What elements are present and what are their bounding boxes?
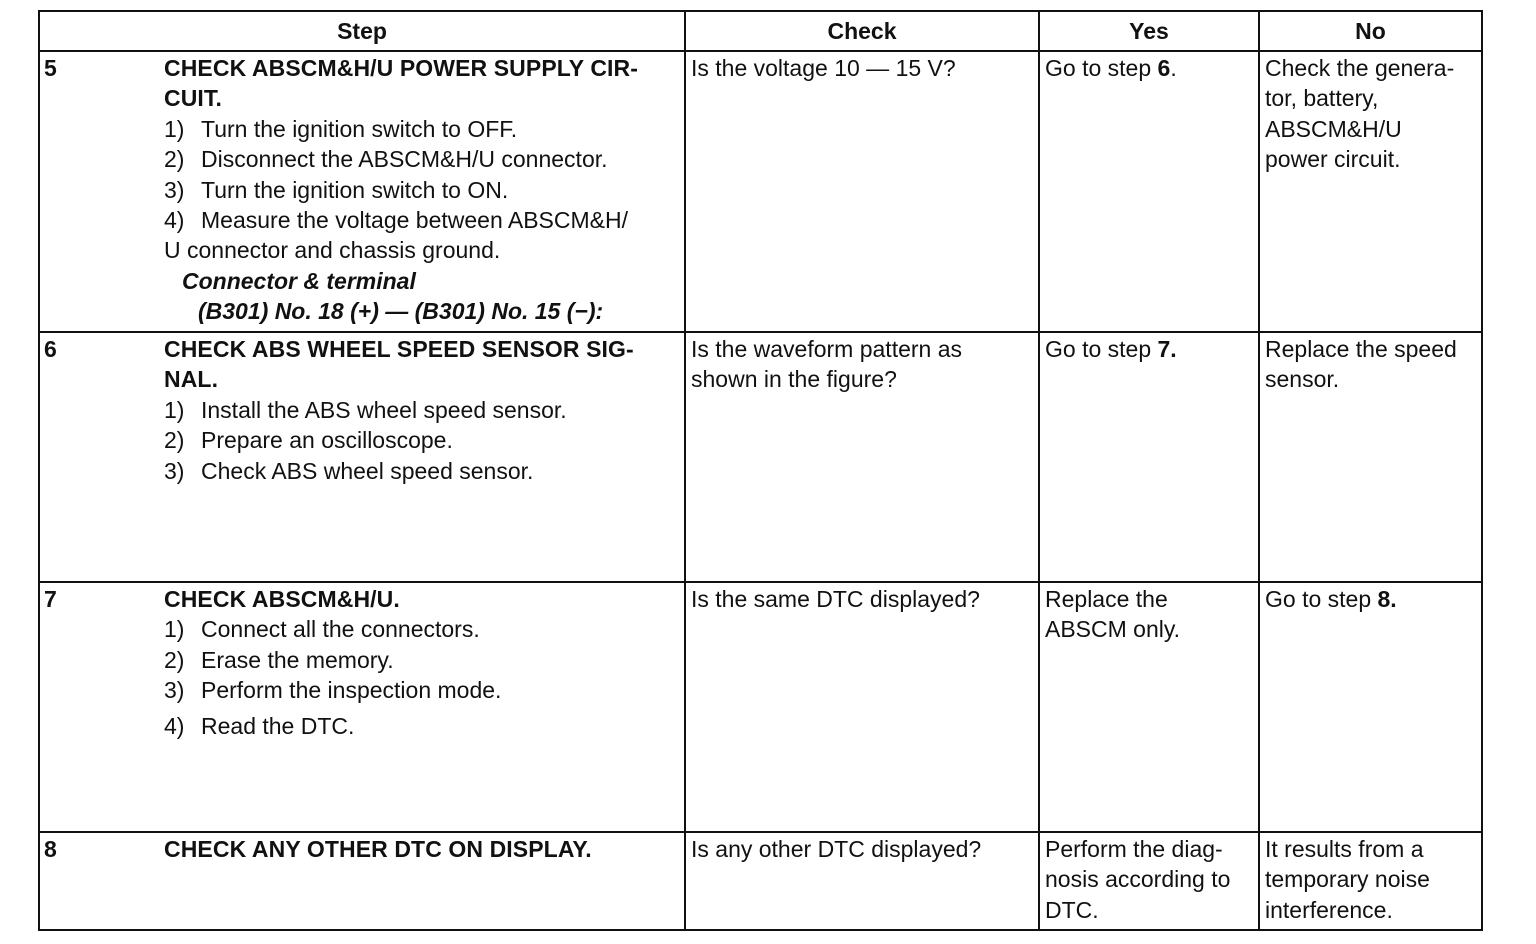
yes-line: Perform the diag-: [1045, 836, 1223, 862]
yes-text: Go to step 6.: [1045, 55, 1177, 81]
instruction-text: Measure the voltage between ABSCM&H/: [201, 207, 629, 234]
yes-step-ref: 6: [1157, 55, 1171, 81]
instruction-number: 4): [164, 207, 185, 234]
instruction-number: 3): [164, 176, 185, 203]
step-title-line: CHECK ABSCM&H/U.: [164, 586, 400, 612]
step-title: [164, 53, 680, 114]
check-text: Is the voltage 10 — 15 V?: [691, 55, 956, 81]
check-cell: [685, 51, 1039, 332]
instruction-number: 2): [164, 646, 185, 673]
table-row: [39, 332, 1482, 582]
step-cell: [39, 51, 685, 332]
instruction: [164, 114, 680, 144]
table-row: [39, 582, 1482, 832]
yes-line: nosis according to: [1045, 866, 1231, 893]
header-yes: Yes: [1039, 11, 1259, 51]
instruction-number: 2): [164, 427, 185, 454]
check-text: Is the same DTC displayed?: [691, 586, 980, 612]
instruction: [164, 711, 680, 741]
no-line: Check the genera-: [1265, 55, 1455, 81]
no-text: [1260, 333, 1481, 395]
no-text: [1260, 833, 1481, 925]
yes-line: ABSCM only.: [1045, 616, 1181, 643]
yes-text: [1040, 333, 1258, 364]
instruction-text: Disconnect the ABSCM&H/U connector.: [201, 146, 608, 173]
instruction: [164, 675, 680, 705]
step-title-line: CHECK ANY OTHER DTC ON DISPLAY.: [164, 836, 592, 862]
instruction-text: Connect all the connectors.: [201, 616, 480, 643]
check-cell: [685, 582, 1039, 832]
step-title-line: CHECK ABSCM&H/U POWER SUPPLY CIR-: [164, 55, 638, 81]
instruction-text: Erase the memory.: [201, 646, 394, 673]
step-title-line: CHECK ABS WHEEL SPEED SENSOR SIG-: [164, 336, 634, 362]
step-cell: [39, 332, 685, 582]
step-title: [164, 584, 680, 614]
yes-text: [1040, 833, 1258, 925]
yes-cell: [1039, 51, 1259, 332]
step-number: 5: [44, 55, 57, 81]
no-line: power circuit.: [1265, 146, 1401, 173]
instruction-number: 4): [164, 712, 185, 739]
yes-line: Replace the: [1045, 586, 1168, 612]
instruction-number: 2): [164, 146, 185, 173]
check-cell: [685, 332, 1039, 582]
step-title-line: CUIT.: [164, 85, 222, 112]
no-step-ref: 8.: [1377, 586, 1397, 612]
no-line: tor, battery,: [1265, 85, 1379, 112]
instruction-number: 3): [164, 457, 185, 484]
no-prefix: Go to step: [1265, 586, 1372, 612]
yes-line: DTC.: [1045, 896, 1099, 923]
no-line: ABSCM&H/U: [1265, 115, 1402, 142]
step-title: [164, 334, 680, 395]
instruction-number: 3): [164, 677, 185, 704]
yes-cell: [1039, 332, 1259, 582]
instruction: [164, 395, 680, 425]
header-no: No: [1259, 11, 1482, 51]
step-number: 7: [44, 586, 57, 612]
no-cell: [1259, 832, 1482, 930]
step-cell: [39, 832, 685, 930]
header-check: Check: [685, 11, 1039, 51]
yes-prefix: Go to step: [1045, 336, 1152, 362]
no-text: [1260, 52, 1481, 175]
no-cell: [1259, 582, 1482, 832]
yes-cell: [1039, 582, 1259, 832]
instruction-number: 1): [164, 396, 185, 423]
step-title: [164, 834, 680, 864]
instruction: [164, 645, 680, 675]
instruction-text: Check ABS wheel speed sensor.: [201, 457, 534, 484]
connector-label: Connector & terminal: [182, 267, 416, 294]
no-line: interference.: [1265, 896, 1393, 923]
check-text: Is any other DTC displayed?: [691, 836, 982, 862]
instruction-text: Turn the ignition switch to ON.: [201, 176, 509, 203]
instruction: [164, 614, 680, 644]
yes-cell: [1039, 832, 1259, 930]
yes-prefix: Go to step: [1045, 55, 1152, 81]
instruction-text: Install the ABS wheel speed sensor.: [201, 396, 567, 423]
instruction-text: Prepare an oscilloscope.: [201, 427, 453, 454]
no-cell: [1259, 332, 1482, 582]
instruction: [164, 144, 680, 174]
no-line: Replace the speed: [1265, 336, 1457, 362]
step-number: 6: [44, 336, 57, 362]
connector-terminal: (B301) No. 18 (+) — (B301) No. 15 (−):: [198, 298, 604, 325]
no-text: [1260, 583, 1481, 614]
step-cell: [39, 582, 685, 832]
header-step: Step: [39, 11, 685, 51]
yes-step-ref: 7.: [1157, 336, 1177, 362]
header-row: [39, 11, 1482, 51]
step-title-line: NAL.: [164, 366, 219, 393]
instruction-text: Perform the inspection mode.: [201, 677, 502, 704]
instruction-text: Read the DTC.: [201, 712, 355, 739]
no-line: temporary noise: [1265, 866, 1430, 893]
step-number: 8: [44, 836, 57, 862]
instruction-number: 1): [164, 616, 185, 643]
check-line: shown in the figure?: [691, 366, 897, 393]
no-cell: [1259, 51, 1482, 332]
no-line: sensor.: [1265, 366, 1340, 393]
check-cell: [685, 832, 1039, 930]
instruction: [164, 205, 680, 235]
check-text: [686, 333, 1038, 395]
instruction: [164, 175, 680, 205]
instruction: [164, 425, 680, 455]
check-line: Is the waveform pattern as: [691, 336, 963, 362]
instruction: [164, 456, 680, 486]
yes-text: [1040, 583, 1258, 645]
table-row: [39, 51, 1482, 332]
no-line: It results from a: [1265, 836, 1424, 862]
diagnostic-table: [38, 10, 1483, 931]
instruction-number: 1): [164, 115, 185, 142]
instruction-continuation: U connector and chassis ground.: [164, 237, 501, 264]
table-row: [39, 832, 1482, 930]
instruction-text: Turn the ignition switch to OFF.: [201, 115, 518, 142]
